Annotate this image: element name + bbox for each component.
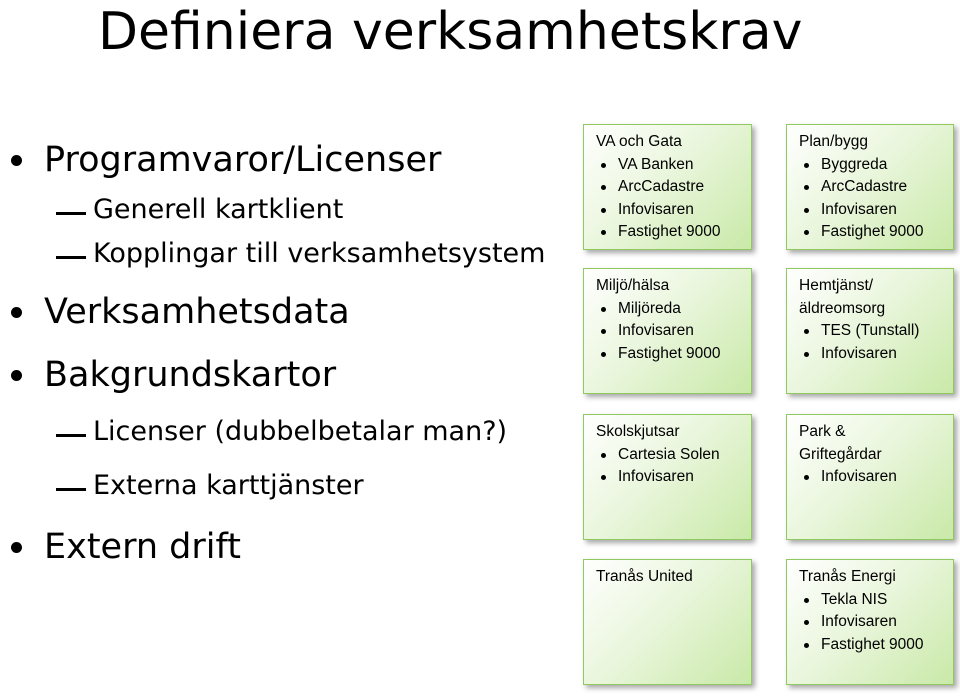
box-heading: Plan/bygg bbox=[799, 133, 868, 150]
box-item: VA Banken bbox=[596, 154, 743, 177]
box-item: Infovisaren bbox=[596, 320, 743, 343]
bullet-text: Extern drift bbox=[44, 527, 241, 567]
slide-title: Definiera verksamhetskrav bbox=[98, 2, 803, 62]
box-item: Infovisaren bbox=[799, 343, 945, 366]
box-item-list bbox=[596, 298, 743, 366]
box-heading-line2: Griftegårdar bbox=[799, 445, 882, 463]
box-item: Infovisaren bbox=[596, 199, 743, 222]
box-item-list bbox=[799, 466, 945, 489]
box-heading-line2: äldreomsorg bbox=[799, 299, 886, 317]
sub-bullet-text: Licenser (dubbelbetalar man?) bbox=[93, 416, 508, 447]
box-item: Fastighet 9000 bbox=[799, 634, 945, 657]
box-item: Fastighet 9000 bbox=[596, 343, 743, 366]
system-box-park-griftegardar bbox=[786, 414, 954, 540]
system-box-skolskjutsar bbox=[583, 414, 752, 540]
box-item: Fastighet 9000 bbox=[799, 221, 945, 244]
bullet-dot-icon bbox=[11, 307, 22, 318]
box-item: Infovisaren bbox=[799, 611, 945, 634]
box-heading: Park & bbox=[799, 423, 846, 440]
bullet-text: Bakgrundskartor bbox=[44, 355, 337, 395]
box-heading: Hemtjänst/ bbox=[799, 277, 874, 294]
bullet-text: Verksamhetsdata bbox=[44, 292, 350, 332]
box-item: Infovisaren bbox=[799, 199, 945, 222]
sub-bullet-text: Generell kartklient bbox=[93, 194, 344, 225]
box-item-list bbox=[799, 154, 945, 244]
box-heading: Miljö/hälsa bbox=[596, 277, 670, 294]
box-item: Byggreda bbox=[799, 154, 945, 177]
bullet-dash-icon bbox=[56, 434, 86, 437]
box-item: Infovisaren bbox=[596, 466, 743, 489]
box-item: Tekla NIS bbox=[799, 589, 945, 612]
box-item-list bbox=[799, 589, 945, 657]
system-box-va-och-gata bbox=[583, 124, 752, 250]
box-heading: VA och Gata bbox=[596, 133, 682, 150]
box-heading: Skolskjutsar bbox=[596, 423, 680, 440]
system-box-tranas-united bbox=[583, 559, 752, 685]
box-item-list bbox=[799, 320, 945, 365]
bullet-dot-icon bbox=[11, 542, 22, 553]
sub-bullet-text: Externa karttjänster bbox=[93, 470, 364, 501]
box-item-list bbox=[596, 444, 743, 489]
box-heading: Tranås Energi bbox=[799, 568, 896, 585]
system-box-tranas-energi bbox=[786, 559, 954, 685]
system-box-hemtjanst bbox=[786, 268, 954, 394]
box-item: TES (Tunstall) bbox=[799, 320, 945, 343]
box-item: Infovisaren bbox=[799, 466, 945, 489]
bullet-dot-icon bbox=[11, 370, 22, 381]
sub-bullet-text: Kopplingar till verksamhetsystem bbox=[93, 238, 546, 269]
box-item-list bbox=[596, 154, 743, 244]
bullet-dash-icon bbox=[56, 256, 86, 259]
box-item: ArcCadastre bbox=[799, 176, 945, 199]
bullet-dash-icon bbox=[56, 212, 86, 215]
box-item: Miljöreda bbox=[596, 298, 743, 321]
box-item: Cartesia Solen bbox=[596, 444, 743, 467]
system-box-plan-bygg bbox=[786, 124, 954, 250]
bullet-dot-icon bbox=[11, 155, 22, 166]
box-heading: Tranås United bbox=[596, 568, 693, 585]
box-item: ArcCadastre bbox=[596, 176, 743, 199]
system-box-miljo-halsa bbox=[583, 268, 752, 394]
bullet-dash-icon bbox=[56, 488, 86, 491]
bullet-text: Programvaror/Licenser bbox=[44, 140, 442, 180]
box-item: Fastighet 9000 bbox=[596, 221, 743, 244]
